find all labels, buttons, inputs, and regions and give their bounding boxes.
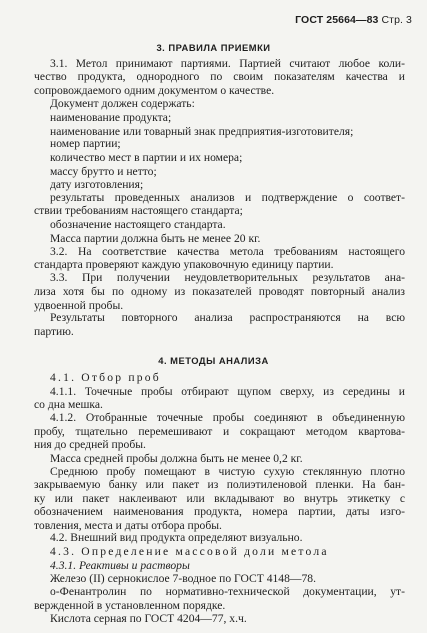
section-3-title: 3. ПРАВИЛА ПРИЕМКИ — [156, 42, 271, 53]
paragraph-line: Железо (II) сернокислое 7-водное по ГОСТ 4148—78. — [50, 571, 316, 585]
list-item: наименование продукта; — [50, 110, 172, 124]
paragraph-line: 4.1.2. Отобранные точечные пробы соединяют в объединенную — [50, 411, 405, 425]
paragraph-line: 3.3. При получении неудовлетворительных результатов ана- — [50, 271, 405, 285]
paragraph-line: лиза хотя бы по одному из показателей проводят повторный анализ — [34, 284, 405, 298]
list-item: обозначение настоящего стандарта. — [50, 217, 226, 231]
list-item: ствии требованиям настоящего стандарта; — [34, 204, 243, 218]
paragraph-line: вержденной в установленном порядке. — [34, 599, 226, 613]
paragraph-line: пробу, тщательно перемешивают и сокращают методом квартова- — [34, 425, 405, 439]
section-4-title: 4. МЕТОДЫ АНАЛИЗА — [158, 355, 269, 367]
paragraph-line: партию. — [34, 325, 74, 339]
subsection-heading: 4.1. Отбор проб — [50, 371, 161, 384]
list-item: номер партии; — [50, 137, 121, 151]
paragraph-line: 3.2. На соответствие качества метола требованиям настоящего — [50, 244, 405, 258]
paragraph-line: Результаты повторного анализа распространяются на всю — [50, 311, 405, 325]
paragraph-line: 3.1. Метол принимают партиями. Партией считают любое коли- — [50, 56, 405, 70]
paragraph-line: 4.2. Внешний вид продукта определяют визуально. — [50, 531, 303, 545]
standard-number: ГОСТ 25664—83 — [295, 14, 379, 26]
paragraph-line: стандарта проверяют каждую упаковочную единицу партии. — [34, 258, 334, 272]
subsection-heading: 4.3.1. Реактивы и растворы — [50, 558, 190, 572]
paragraph-line: Кислота серная по ГОСТ 4204—77, х.ч. — [50, 612, 247, 625]
paragraph-line: о-Фенантролин по нормативно-технической документации, ут- — [50, 585, 405, 599]
page-number: Стр. 3 — [381, 14, 412, 26]
list-item: дату изготовления; — [50, 177, 144, 191]
list-item: результаты проведенных анализов и подтверждение о соответ- — [50, 191, 405, 205]
list-item: количество мест в партии и их номера; — [50, 151, 243, 165]
paragraph-line: чество продукта, однородного по своим показателям качества и — [34, 70, 405, 84]
paragraph-line: Масса партии должна быть не менее 20 кг. — [50, 231, 261, 245]
paragraph-line: со дна мешка. — [34, 397, 103, 411]
paragraph-line: Масса средней пробы должна быть не менее 0,2 кг. — [50, 451, 303, 465]
paragraph-line: ку или пакет наклеивают или вкладывают во внутрь этикетку с — [34, 492, 405, 505]
paragraph-line: Документ должен содержать: — [50, 97, 195, 110]
page-header — [295, 14, 412, 26]
list-item: массу брутто и нетто; — [50, 164, 157, 178]
paragraph-line: ния до средней пробы. — [34, 437, 146, 451]
paragraph-line: сопровождаемого одним документом о качестве. — [34, 84, 275, 98]
paragraph-line: Среднюю пробу помещают в чистую сухую стеклянную плотно — [50, 464, 405, 478]
paragraph-line: обозначением наименования продукта, номера партии, даты изго- — [34, 504, 405, 518]
subsection-heading: 4.3. Определение массовой доли метола — [50, 545, 329, 559]
paragraph-line: товления, места и даты отбора пробы. — [34, 518, 222, 532]
list-item: наименование или товарный знак предприятия-изготовителя; — [50, 124, 354, 138]
paragraph-line: 4.1.1. Точечные пробы отбирают щупом сверху, из середины и — [50, 384, 405, 398]
paragraph-line: закрываемую банку или пакет из полиэтиленовой пленки. На бан- — [34, 478, 405, 492]
paragraph-line: удвоенной пробы. — [34, 298, 124, 312]
